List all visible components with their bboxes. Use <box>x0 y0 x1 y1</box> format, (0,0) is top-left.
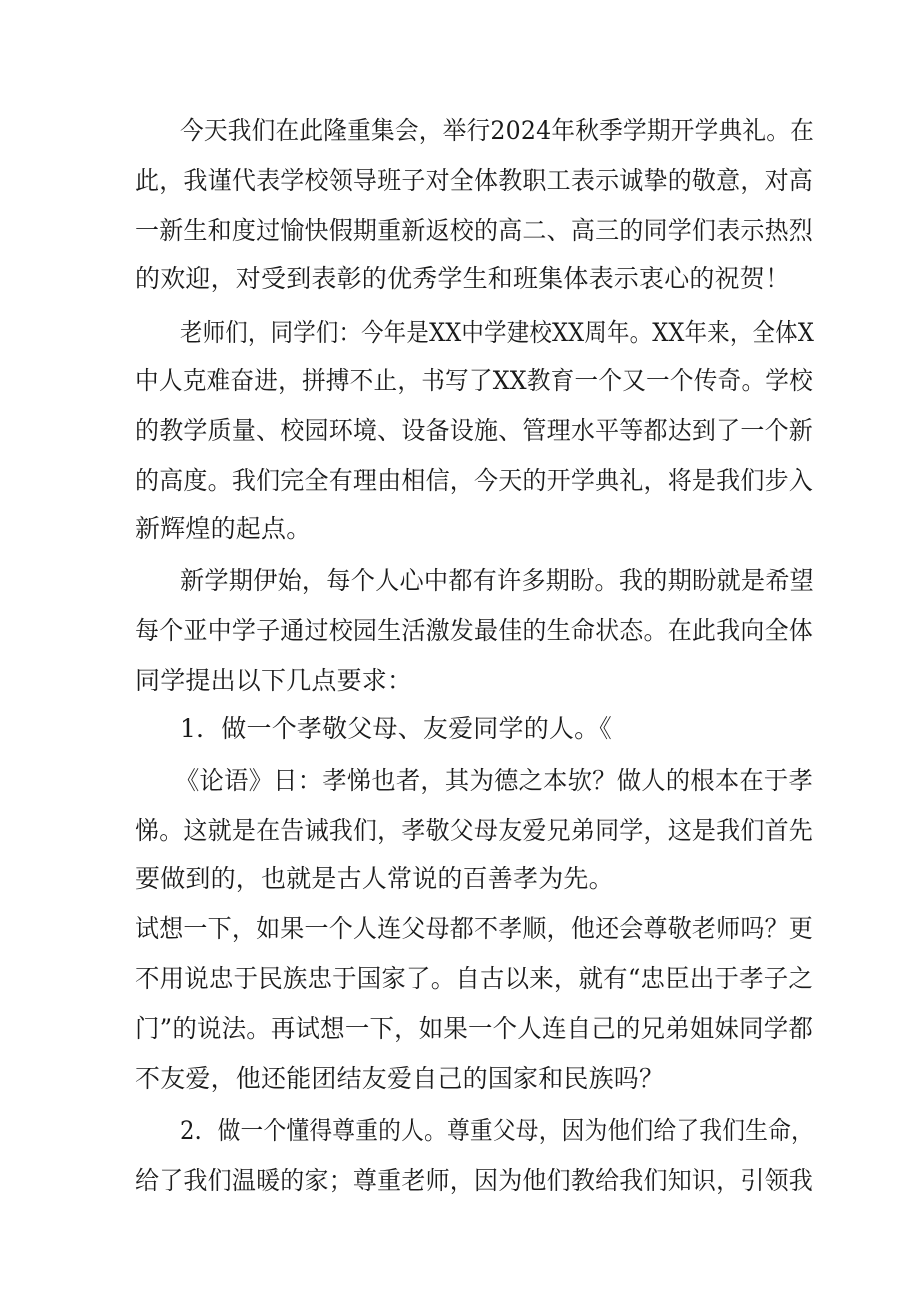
text-line: 一新生和度过愉快假期重新返校的高二、高三的同学们表示热烈 <box>135 216 813 245</box>
text-line: 此，我谨代表学校领导班子对全体教职工表示诚挚的敬意，对高 <box>135 166 813 195</box>
text-line: 的教学质量、校园环境、设备设施、管理水平等都达到了一个新 <box>135 416 813 445</box>
text-line: 的欢迎，对受到表彰的优秀学生和班集体表示衷心的祝贺！ <box>135 264 791 293</box>
text-line: 门”的说法。再试想一下，如果一个人连自己的兄弟姐妹同学都 <box>135 1014 813 1043</box>
text-line: 的高度。我们完全有理由相信，今天的开学典礼，将是我们步入 <box>135 466 813 495</box>
text-line: 要做到的，也就是古人常说的百善孝为先。 <box>135 864 614 893</box>
text-line: 不用说忠于民族忠于国家了。自古以来，就有“忠臣出于孝子之 <box>135 964 813 993</box>
text-line: 悌。这就是在告诫我们，孝敬父母友爱兄弟同学，这是我们首先 <box>135 816 813 845</box>
text-line: 新辉煌的起点。 <box>135 514 312 543</box>
text-line: 《论语》日：孝悌也者，其为德之本欤？做人的根本在于孝 <box>175 766 813 795</box>
text-line: 老师们，同学们：今年是XX中学建校XX周年。XX年来，全体X <box>180 318 814 347</box>
text-line: 新学期伊始，每个人心中都有许多期盼。我的期盼就是希望 <box>180 566 814 595</box>
text-line: 2．做一个懂得尊重的人。尊重父母，因为他们给了我们生命， <box>180 1116 814 1145</box>
text-line: 今天我们在此隆重集会，举行2024年秋季学期开学典礼。在 <box>180 116 814 145</box>
text-line: 同学提出以下几点要求： <box>135 666 413 695</box>
text-line: 中人克难奋进，拼搏不止，书写了XX教育一个又一个传奇。学校 <box>135 366 813 395</box>
text-line: 不友爱，他还能团结友爱自己的国家和民族吗？ <box>135 1064 665 1093</box>
text-line: 给了我们温暖的家；尊重老师，因为他们教给我们知识，引领我 <box>135 1166 813 1195</box>
text-line: 试想一下，如果一个人连父母都不孝顺，他还会尊敬老师吗？更 <box>135 914 813 943</box>
text-line: 1．做一个孝敬父母、友爱同学的人。《 <box>180 714 613 743</box>
text-line: 每个亚中学子通过校园生活激发最佳的生命状态。在此我向全体 <box>135 616 813 645</box>
